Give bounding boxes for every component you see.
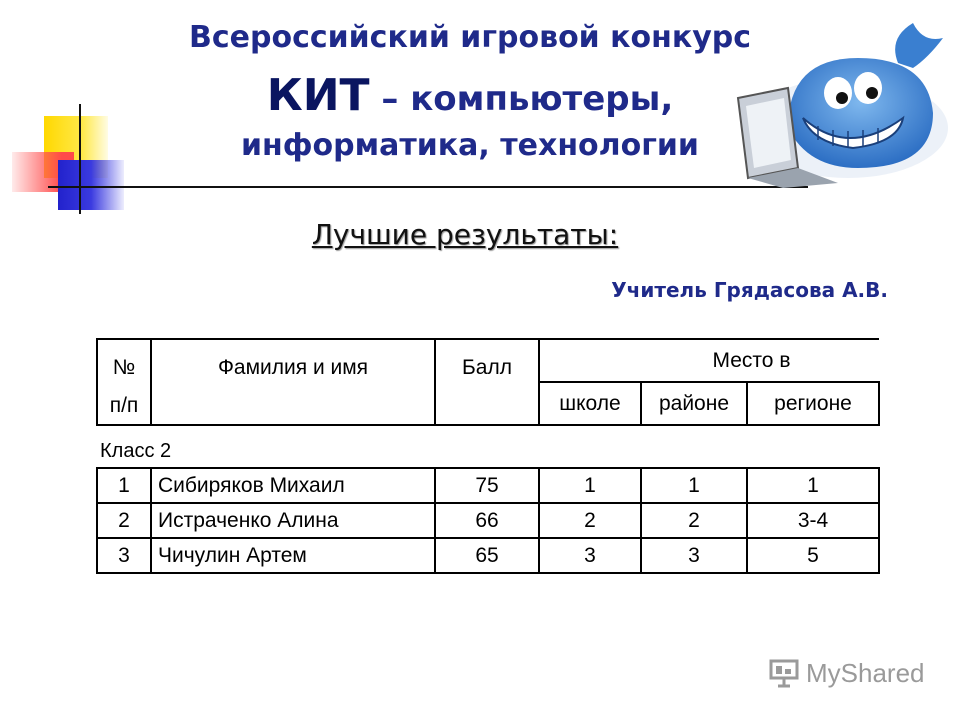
row-name: Сибиряков Михаил [151,468,435,503]
myshared-watermark [768,655,925,691]
results-table-header [96,338,880,426]
title-line-2 [120,70,820,121]
header-region: регионе [747,382,879,425]
header-place: Место в [712,348,791,372]
row-num: 3 [97,538,151,573]
blue-square [58,160,124,210]
row-score: 75 [435,468,539,503]
results-table-body [96,467,880,574]
row-region: 5 [747,538,879,573]
row-name: Чичулин Артем [151,538,435,573]
whale-mascot-icon [728,18,948,188]
header-school: школе [539,382,641,425]
table-row [97,538,879,573]
row-score: 65 [435,538,539,573]
row-num: 1 [97,468,151,503]
header-name: Фамилия и имя [217,356,369,379]
watermark-text: MyShared [806,657,925,688]
header-district: районе [641,382,747,425]
kit-label: КИТ [266,70,370,121]
row-school: 3 [539,538,641,573]
row-school: 1 [539,468,641,503]
teacher-name: Учитель Грядасова А.В. [611,278,888,302]
header-num-cell [97,339,151,425]
row-score: 66 [435,503,539,538]
best-results-heading: Лучшие результаты: [311,218,619,251]
class-label: Класс 2 [100,440,172,462]
row-name: Истраченко Алина [151,503,435,538]
row-district: 1 [641,468,747,503]
horizontal-divider [48,186,808,188]
header-score-cell [435,339,539,425]
header-place-cell [539,339,879,382]
title-line-2-rest: – компьютеры, [381,79,674,119]
row-district: 2 [641,503,747,538]
row-region: 1 [747,468,879,503]
title-line-1: Всероссийский игровой конкурс [188,20,752,55]
presentation-board-icon [768,658,800,688]
title-line-3: информатика, технологии [241,128,699,163]
header-name-cell [151,339,435,425]
row-region: 3-4 [747,503,879,538]
row-num: 2 [97,503,151,538]
row-school: 2 [539,503,641,538]
row-district: 3 [641,538,747,573]
header-num-bottom: п/п [109,394,139,417]
vertical-line [79,104,81,214]
header-score: Балл [462,356,512,379]
table-row [97,468,879,503]
table-row [97,503,879,538]
header-num-top: № [112,356,136,379]
